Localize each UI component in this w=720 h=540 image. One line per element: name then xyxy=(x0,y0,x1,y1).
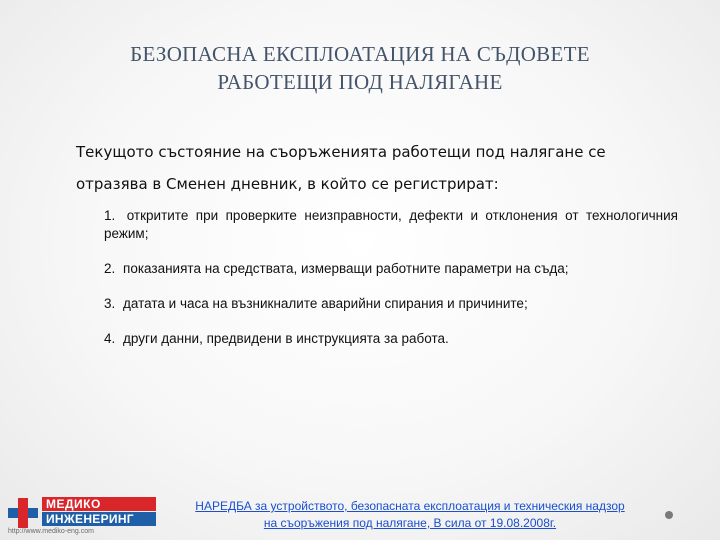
list-item-text: други данни, предвидени в инструкцията за работа. xyxy=(123,331,449,346)
list-item xyxy=(104,295,678,313)
medical-cross-icon xyxy=(8,498,38,528)
logo-url: http://www.mediko-eng.com xyxy=(8,528,94,535)
numbered-list xyxy=(104,207,678,365)
regulation-link[interactable] xyxy=(150,498,670,532)
bullet-dot-decoration xyxy=(665,511,673,519)
page-title-line-2: РАБОТЕЩИ ПОД НАЛЯГАНЕ xyxy=(217,70,503,94)
list-item xyxy=(104,260,678,278)
lead-paragraph: Текущото състояние на съоръженията работещи под налягане се отразява в Сменен дневник, в който се регистрират: xyxy=(76,143,606,193)
company-logo xyxy=(6,496,156,538)
list-item-number: 3. xyxy=(104,296,116,311)
list-item-number: 2. xyxy=(104,261,116,276)
list-item-text: показанията на средствата, измерващи работните параметри на съда; xyxy=(123,261,569,276)
logo-text-line-1: МЕДИКО xyxy=(42,497,156,511)
page-title xyxy=(40,40,680,96)
list-item-number: 1. xyxy=(104,208,116,223)
list-item-number: 4. xyxy=(104,331,116,346)
regulation-link-line-2[interactable]: на съоръжения под налягане, В сила от 19.08.2008г. xyxy=(263,516,557,530)
list-item xyxy=(104,207,678,243)
list-item-text: откритите при проверките неизправности, дефекти и отклонения от технологичния режим; xyxy=(104,208,678,241)
page-title-line-1: БЕЗОПАСНА ЕКСПЛОАТАЦИЯ НА СЪДОВЕТЕ xyxy=(130,42,590,66)
list-item-text: датата и часа на възникналите аварийни спирания и причините; xyxy=(123,296,528,311)
regulation-link-line-1[interactable]: НАРЕДБА за устройството, безопасната експлоатация и техническия надзор xyxy=(195,499,625,513)
list-item xyxy=(104,330,678,348)
logo-text-line-2: ИНЖЕНЕРИНГ xyxy=(42,512,156,526)
